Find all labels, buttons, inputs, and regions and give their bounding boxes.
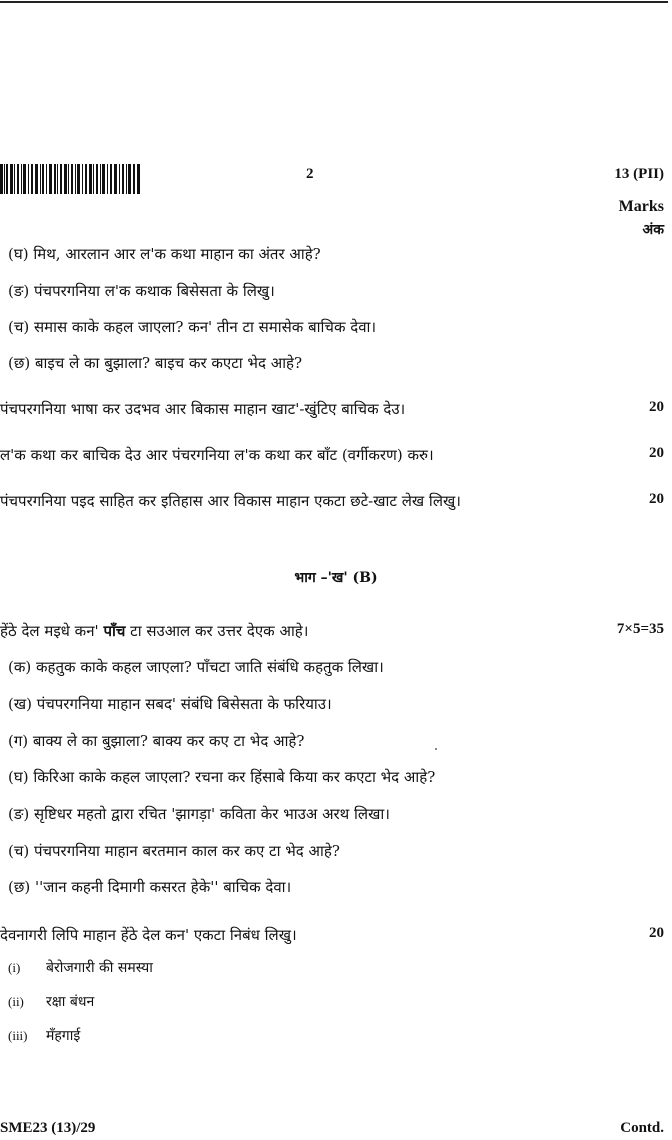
option-text: मँहगाई — [46, 1028, 81, 1044]
section-b-marks: 7×5=35 — [616, 621, 664, 637]
long-question-2: ल'क कथा कर बाचिक देउ आर पंचरगनिया ल'क कथा कर बाँट (वर्गीकरण) करु। — [0, 446, 434, 464]
option-number: (i) — [8, 960, 21, 975]
scan-speck — [435, 748, 437, 750]
instruction-bold: पाँच — [103, 622, 126, 640]
question-b-chha: (छ) ''जान कहनी दिमागी कसरत हेके'' बाचिक देवा। — [8, 878, 292, 896]
option-text: बेरोजगारी की समस्या — [46, 960, 153, 976]
question-b-kha: (ख) पंचपरगनिया माहान सबद' संबंधि बिसेसता के फरियाउ। — [8, 695, 332, 713]
section-b-instruction — [0, 621, 308, 641]
paper-code: 13 (PII) — [614, 166, 664, 182]
question-a-cha: (च) समास काके कहल जाएला? कन' तीन टा समासेक बाचिक देवा। — [8, 318, 377, 336]
footer-contd: Contd. — [620, 1120, 664, 1136]
instruction-post: टा सउआल कर उत्तर देएक आहे। — [130, 622, 309, 640]
essay-option-3 — [8, 1026, 80, 1045]
essay-marks: 20 — [649, 925, 664, 941]
long-question-1-marks: 20 — [649, 399, 664, 415]
marks-header-english: Marks — [618, 198, 664, 215]
option-number: (iii) — [8, 1028, 28, 1043]
question-b-cha: (च) पंचपरगनिया माहान बरतमान काल कर कए टा भेद आहे? — [8, 842, 340, 860]
barcode — [0, 164, 140, 194]
section-b-title: भाग –'ख' (B) — [294, 570, 378, 586]
long-question-3: पंचपरगनिया पइद साहित कर इतिहास आर विकास माहान एकटा छटे-खाट लेख लिखु। — [0, 492, 461, 510]
long-question-3-marks: 20 — [649, 491, 664, 507]
question-a-nga: (ङ) पंचपरगनिया ल'क कथाक बिसेसता के लिखु। — [8, 282, 275, 300]
essay-option-2 — [8, 992, 94, 1011]
option-number: (ii) — [8, 994, 24, 1009]
essay-option-1 — [8, 958, 153, 977]
essay-question: देवनागरी लिपि माहान हेंठे देल कन' एकटा निबंध लिखु। — [0, 926, 297, 944]
question-b-ka: (क) कहतुक काके कहल जाएला? पाँचटा जाति संबंधि कहतुक लिखा। — [8, 658, 384, 676]
question-b-nga: (ङ) सृष्टिधर महतो द्वारा रचित 'झागड़ा' कविता केर भाउअ अरथ लिखा। — [8, 805, 390, 823]
option-text: रक्षा बंधन — [46, 994, 95, 1010]
marks-header-hindi: अंक — [642, 222, 664, 238]
long-question-2-marks: 20 — [649, 445, 664, 461]
footer-code: SME23 (13)/29 — [0, 1120, 96, 1136]
top-rule — [0, 1, 668, 3]
question-b-ga: (ग) बाक्य ले का बुझाला? बाक्य कर कए टा भेद आहे? — [8, 732, 305, 750]
long-question-1: पंचपरगनिया भाषा कर उदभव आर बिकास माहान खाट'-खुंटिए बाचिक देउ। — [0, 400, 406, 418]
question-a-chha: (छ) बाइच ले का बुझाला? बाइच कर कएटा भेद आहे? — [8, 354, 303, 372]
question-a-gha: (घ) मिथ, आरलान आर ल'क कथा माहान का अंतर आहे? — [8, 245, 321, 263]
instruction-pre: हेंठे देल मइधे कन' — [0, 622, 99, 640]
question-b-gha: (घ) किरिआ काके कहल जाएला? रचना कर हिंसाबे किया कर कएटा भेद आहे? — [8, 768, 436, 786]
page-number: 2 — [306, 166, 314, 182]
